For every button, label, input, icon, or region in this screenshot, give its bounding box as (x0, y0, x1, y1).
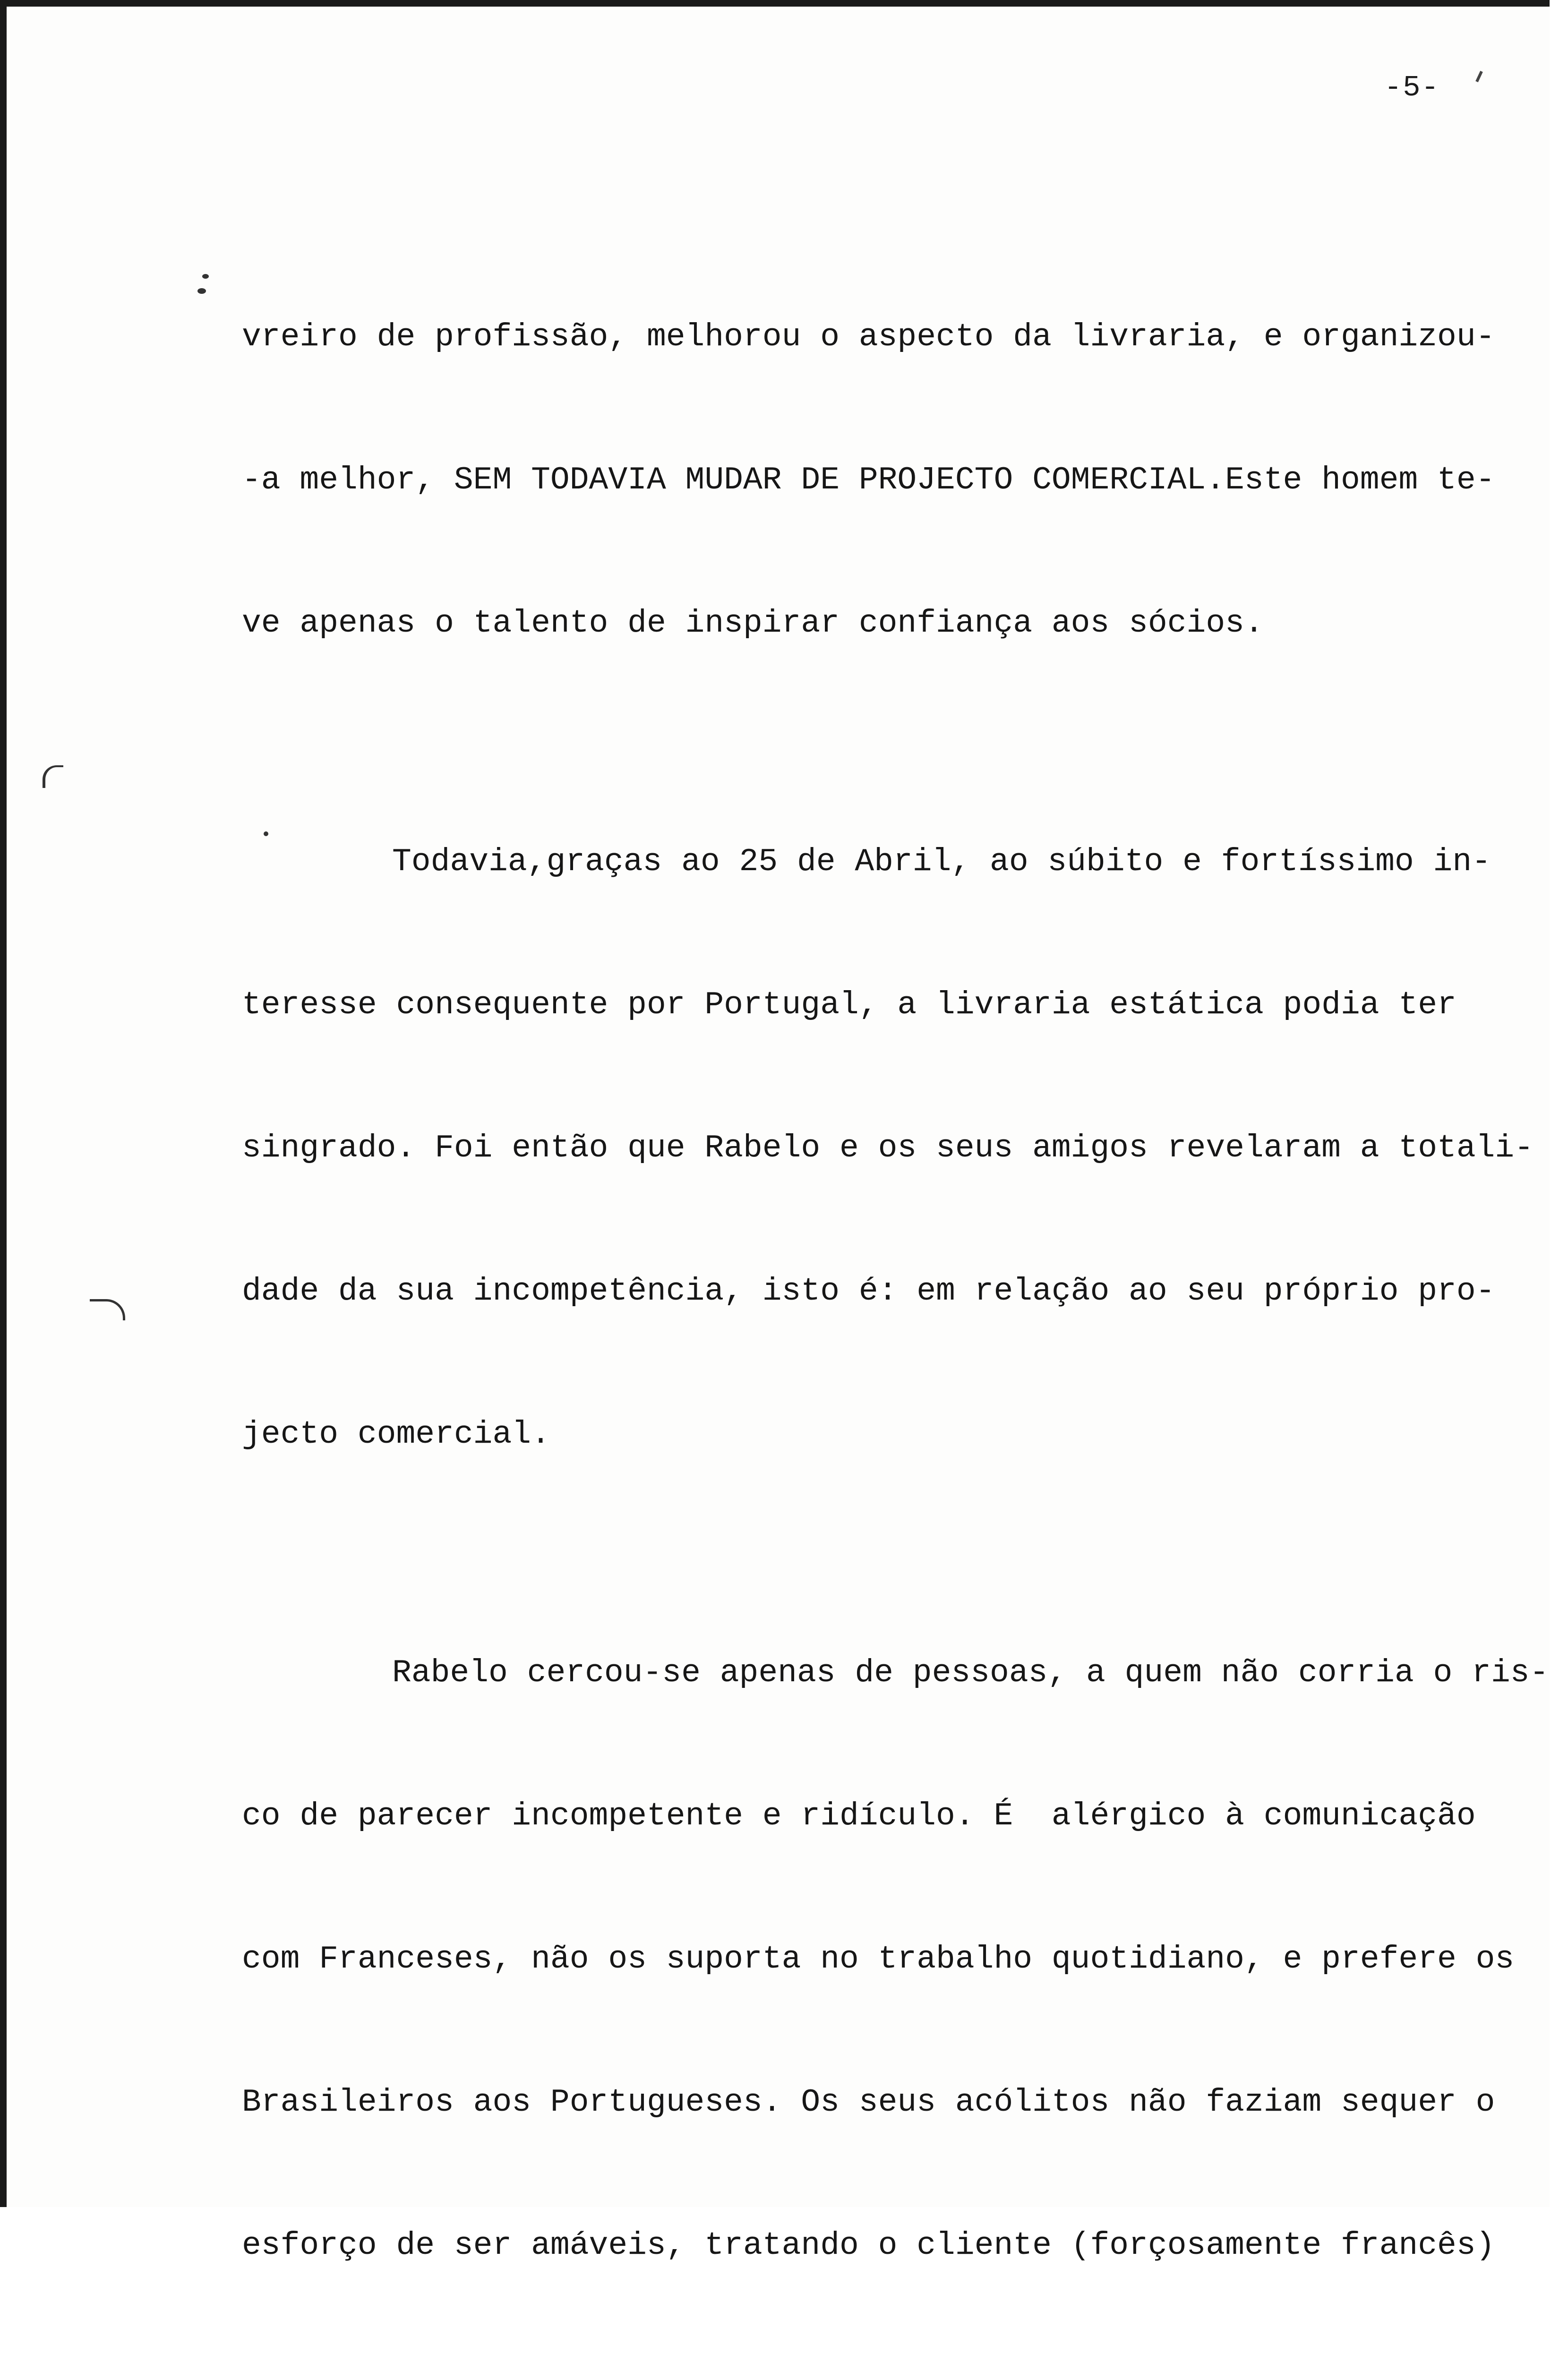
text-line: jecto comercial. (242, 1416, 550, 1453)
text-line: vreiro de profissão, melhorou o aspecto da livraria, e organizou- (242, 319, 1495, 355)
handwritten-tick-mark (1475, 71, 1483, 82)
text-line: Todavia,graças ao 25 de Abril, ao súbito e fortíssimo in- (392, 844, 1491, 880)
margin-pen-mark (43, 765, 63, 788)
scan-border-left (0, 0, 7, 2207)
text-line: Rabelo cercou-se apenas de pessoas, a quem não corria o ris- (392, 1655, 1549, 1691)
body-text (242, 170, 1549, 2362)
text-line: singrado. Foi então que Rabelo e os seus amigos revelaram a totali- (242, 1130, 1534, 1166)
text-line: teresse consequente por Portugal, a livraria estática podia ter (242, 987, 1457, 1023)
text-line: esforço de ser amáveis, tratando o cliente (forçosamente francês) (242, 2227, 1495, 2264)
text-line: ve apenas o talento de inspirar confiança aos sócios. (242, 605, 1264, 642)
text-line: com Franceses, não os suporta no trabalho quotidiano, e prefere os (242, 1941, 1515, 1977)
text-line: co de parecer incompetente e ridículo. É alérgico à comunicação (242, 1798, 1476, 1834)
stray-dot-1 (202, 274, 209, 279)
margin-pen-hook (90, 1299, 125, 1320)
text-line: -a melhor, SEM TODAVIA MUDAR DE PROJECTO COMERCIAL.Este homem te- (242, 462, 1495, 498)
page-number: -5- (1384, 71, 1440, 104)
text-line: Brasileiros aos Portugueses. Os seus acólitos não faziam sequer o (242, 2084, 1495, 2121)
scan-border-top (0, 0, 1550, 7)
stray-dot-2 (197, 288, 206, 294)
text-line: dade da sua incompetência, isto é: em relação ao seu próprio pro- (242, 1273, 1495, 1309)
